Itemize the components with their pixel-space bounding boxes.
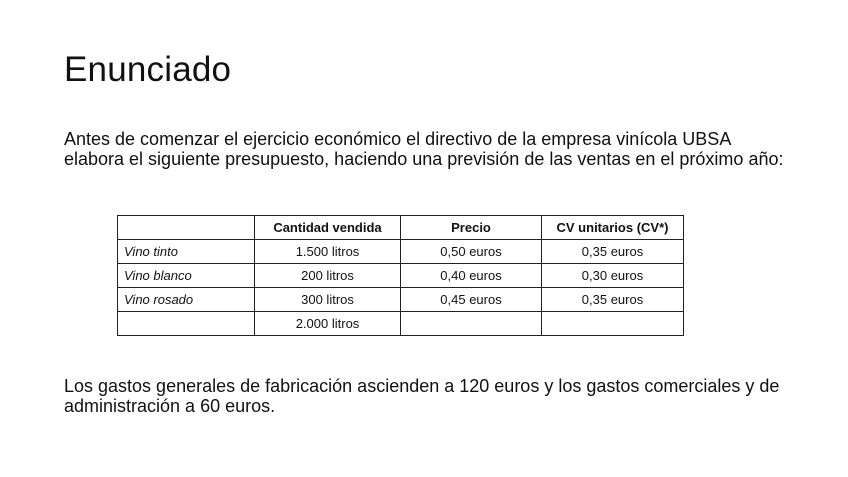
total-quantity-cell: 2.000 litros (255, 312, 401, 336)
price-cell: 0,40 euros (401, 264, 542, 288)
unit-cost-cell (542, 312, 684, 336)
unit-cost-cell: 0,35 euros (542, 288, 684, 312)
table-header-row (118, 216, 684, 240)
product-name: Vino blanco (118, 264, 255, 288)
intro-paragraph: Antes de comenzar el ejercicio económico el directivo de la empresa vinícola UBSA elabora el siguiente presupuesto, haciendo una previsión de las ventas en el próximo año: (64, 129, 784, 169)
table-row (118, 240, 684, 264)
table-row (118, 288, 684, 312)
header-product (118, 216, 255, 240)
quantity-cell: 1.500 litros (255, 240, 401, 264)
price-cell (401, 312, 542, 336)
slide-title: Enunciado (64, 50, 232, 89)
header-unit-cost: CV unitarios (CV*) (542, 216, 684, 240)
product-name (118, 312, 255, 336)
quantity-cell: 200 litros (255, 264, 401, 288)
unit-cost-cell: 0,35 euros (542, 240, 684, 264)
product-name: Vino tinto (118, 240, 255, 264)
unit-cost-cell: 0,30 euros (542, 264, 684, 288)
table-row (118, 264, 684, 288)
header-price: Precio (401, 216, 542, 240)
price-cell: 0,50 euros (401, 240, 542, 264)
header-quantity: Cantidad vendida (255, 216, 401, 240)
closing-paragraph: Los gastos generales de fabricación ascienden a 120 euros y los gastos comerciales y de administración a 60 euros. (64, 376, 780, 416)
price-cell: 0,45 euros (401, 288, 542, 312)
table-total-row (118, 312, 684, 336)
quantity-cell: 300 litros (255, 288, 401, 312)
budget-table (117, 215, 684, 336)
product-name: Vino rosado (118, 288, 255, 312)
